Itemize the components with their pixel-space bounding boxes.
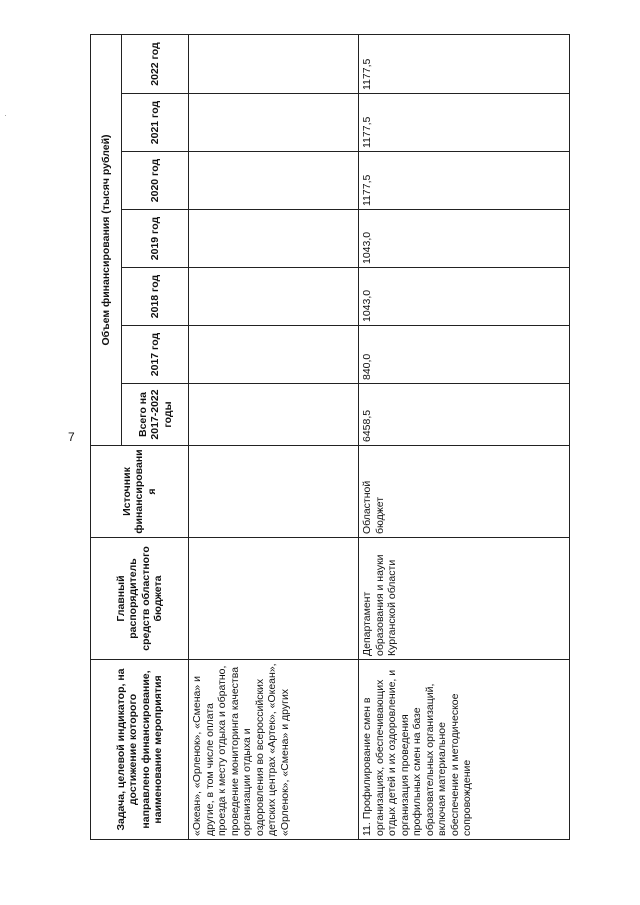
header-total: Всего на 2017-2022 годы [122, 384, 189, 446]
header-source: Источник финансирования [91, 446, 189, 538]
cell-manager [189, 538, 359, 660]
cell-2019 [189, 210, 359, 268]
cell-2019: 1043,0 [359, 210, 570, 268]
cell-2018 [189, 268, 359, 326]
table-row [189, 35, 359, 840]
cell-2022: 1177,5 [359, 35, 570, 94]
header-2019: 2019 год [122, 210, 189, 268]
header-manager: Главный распорядитель средств областного бюджета [91, 538, 189, 660]
cell-2021 [189, 94, 359, 152]
header-2022: 2022 год [122, 35, 189, 94]
header-row-1 [91, 35, 122, 840]
header-2020: 2020 год [122, 152, 189, 210]
table-row [359, 35, 570, 840]
header-volume: Объем финансирования (тысяч рублей) [91, 35, 122, 446]
cell-2022 [189, 35, 359, 94]
cell-task: 11. Профилирование смен в организациях, обеспечивающих отдых детей и их оздоровление, и организация проведения профильных смен на базе образовательных организаций, включая материальное обеспечение и методическое сопровождение [359, 660, 570, 840]
header-2018: 2018 год [122, 268, 189, 326]
cell-2017: 840,0 [359, 326, 570, 384]
cell-2017 [189, 326, 359, 384]
cell-source [189, 446, 359, 538]
header-2021: 2021 год [122, 94, 189, 152]
cell-2018: 1043,0 [359, 268, 570, 326]
cell-task: «Океан», «Орленок», «Смена» и другие, в том числе оплата проезда к месту отдыха и обратно, проведение мониторинга качества организации отдыха и оздоровления во всероссийских детских центрах «Артек», «Океан», «Орленок», «Смена» и других [189, 660, 359, 840]
margin-mark: · [4, 110, 7, 120]
header-2017: 2017 год [122, 326, 189, 384]
cell-total [189, 384, 359, 446]
page-number: 7 [68, 430, 75, 444]
cell-2021: 1177,5 [359, 94, 570, 152]
cell-2020 [189, 152, 359, 210]
financing-table [90, 34, 570, 840]
cell-source: Областной бюджет [359, 446, 570, 538]
financing-table-rotated [90, 35, 570, 840]
cell-2020: 1177,5 [359, 152, 570, 210]
cell-total: 6458,5 [359, 384, 570, 446]
cell-manager: Департамент образования и науки Курганской области [359, 538, 570, 660]
header-task: Задача, целевой индикатор, на достижение которого направлено финансирование, наименование мероприятия [91, 660, 189, 840]
